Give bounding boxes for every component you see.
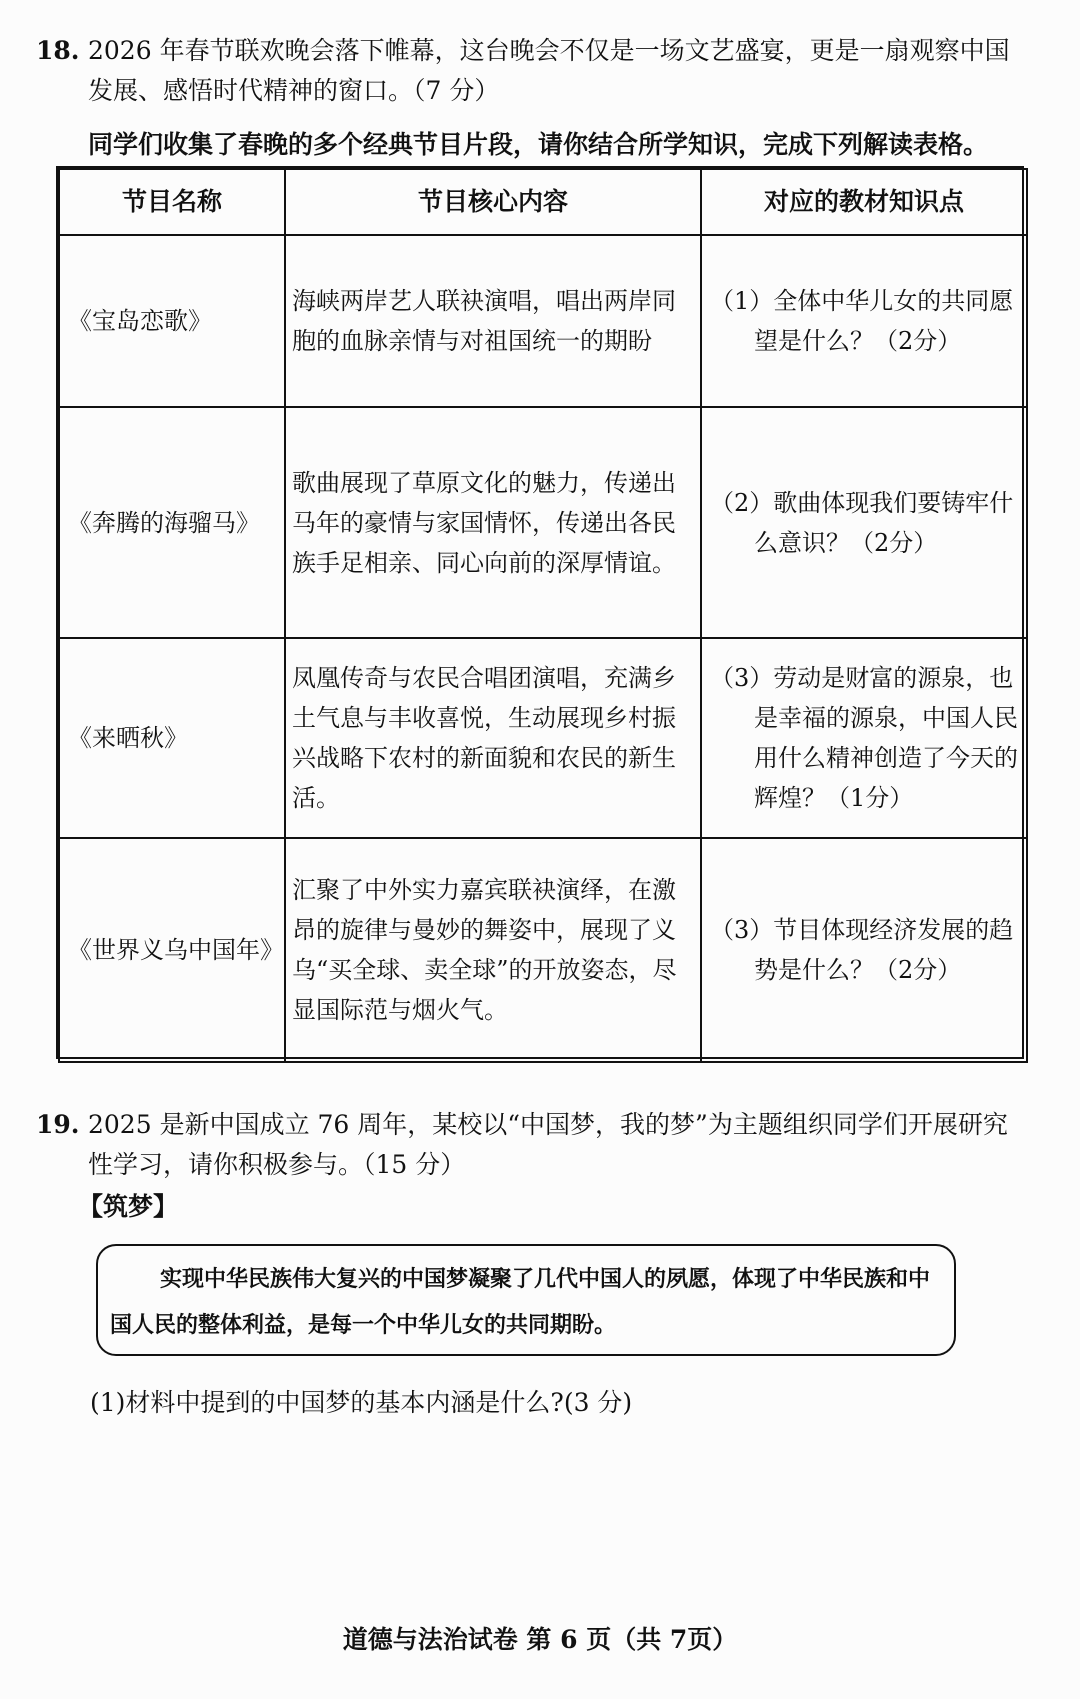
- table-row: [59, 638, 1027, 838]
- knowledge-point: [701, 838, 1027, 1062]
- table-row: [59, 235, 1027, 407]
- q19-line2: 性学习，请你积极参与。（15 分）: [88, 1150, 466, 1179]
- material-box: [96, 1244, 956, 1356]
- program-content: 歌曲展现了草原文化的魅力，传递出马年的豪情与家国情怀，传递出各民族手足相亲、同心向前的深厚情谊。: [285, 407, 701, 638]
- q18-text-line1: 2026 年春节联欢晚会落下帷幕，这台晚会不仅是一场文艺盛宴，更是一扇观察中国: [88, 36, 1010, 65]
- q19-text-line1: 2025 是新中国成立 76 周年，某校以“中国梦，我的梦”为主题组织同学们开展研究: [88, 1110, 1008, 1139]
- q19-section-title: 【筑梦】: [78, 1192, 179, 1221]
- q18-line1: [36, 32, 1010, 70]
- q18-line2: 发展、感悟时代精神的窗口。（7 分）: [88, 76, 500, 105]
- q19-number: 19.: [36, 1110, 80, 1139]
- table-row: [59, 407, 1027, 638]
- program-table-grid: [58, 168, 1028, 1063]
- program-name: 《来晒秋》: [59, 638, 285, 838]
- table-row: [59, 838, 1027, 1062]
- material-text: 实现中华民族伟大复兴的中国梦凝聚了几代中国人的夙愿，体现了中华民族和中国人民的整体利益，是每一个中华儿女的共同期盼。: [110, 1266, 931, 1338]
- q18-intro: 同学们收集了春晚的多个经典节目片段，请你结合所学知识，完成下列解读表格。: [88, 130, 989, 159]
- table-header-row: [59, 169, 1027, 235]
- header-program-content: 节目核心内容: [285, 169, 701, 235]
- knowledge-point: [701, 638, 1027, 838]
- program-name: 《宝岛恋歌》: [59, 235, 285, 407]
- knowledge-point: [701, 407, 1027, 638]
- q19-line1: [36, 1106, 1008, 1144]
- knowledge-text: （3）节目体现经济发展的趋势是什么？（2分）: [710, 916, 1014, 984]
- knowledge-text: （1）全体中华儿女的共同愿望是什么？（2分）: [710, 287, 1014, 355]
- header-knowledge-point: 对应的教材知识点: [701, 169, 1027, 235]
- page-footer: 道德与法治试卷 第 6 页（共 7页）: [342, 1625, 738, 1654]
- knowledge-point: [701, 235, 1027, 407]
- knowledge-text: （2）歌曲体现我们要铸牢什么意识？（2分）: [710, 488, 1014, 557]
- q18-number: 18.: [36, 36, 80, 65]
- program-name: 《世界义乌中国年》: [59, 838, 285, 1062]
- program-content: 凤凰传奇与农民合唱团演唱，充满乡土气息与丰收喜悦，生动展现乡村振兴战略下农村的新面貌和农民的新生活。: [285, 638, 701, 838]
- program-name: 《奔腾的海骝马》: [59, 407, 285, 638]
- program-table: [56, 166, 1024, 1059]
- program-content: 海峡两岸艺人联袂演唱，唱出两岸同胞的血脉亲情与对祖国统一的期盼: [285, 235, 701, 407]
- q19-sub-question-1: (1)材料中提到的中国梦的基本内涵是什么?(3 分): [90, 1388, 633, 1417]
- knowledge-text: （3）劳动是财富的源泉，也是幸福的源泉，中国人民用什么精神创造了今天的辉煌？（1分）: [710, 664, 1018, 812]
- program-content: 汇聚了中外实力嘉宾联袂演绎，在激昂的旋律与曼妙的舞姿中，展现了义乌“买全球、卖全球”的开放姿态，尽显国际范与烟火气。: [285, 838, 701, 1062]
- header-program-name: 节目名称: [59, 169, 285, 235]
